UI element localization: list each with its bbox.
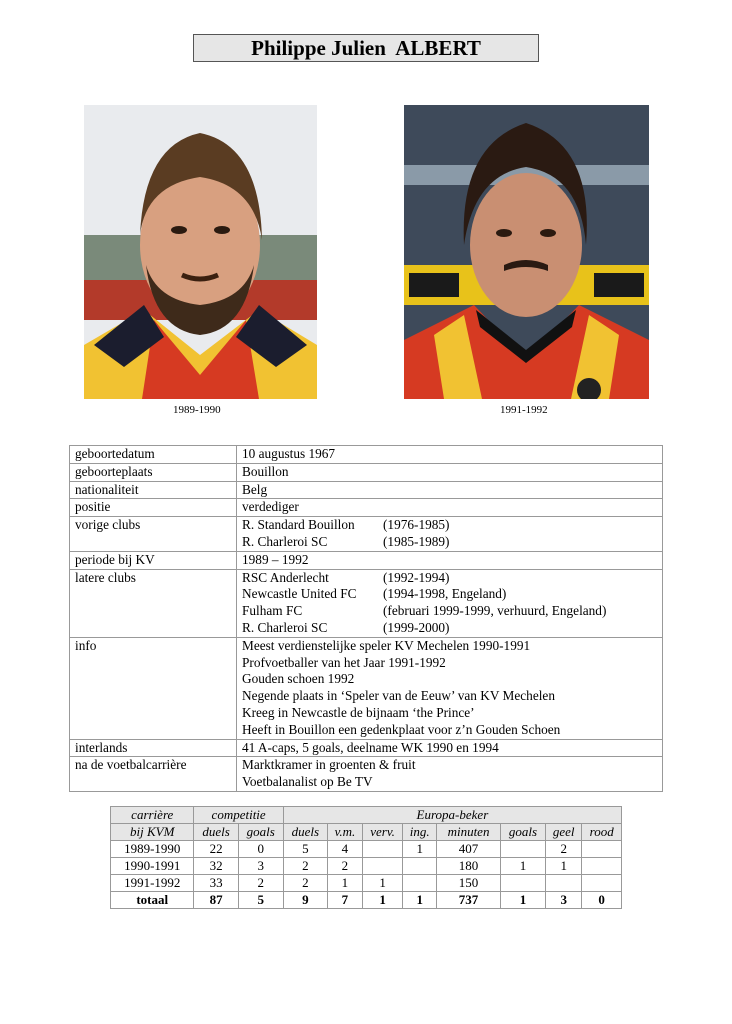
stats-cell: 22 — [194, 841, 238, 858]
info-value-line — [242, 446, 657, 463]
info-row — [70, 569, 663, 637]
info-label: latere clubs — [70, 569, 237, 637]
stats-total-cell: 3 — [546, 892, 582, 909]
stats-cell — [500, 841, 545, 858]
info-value-text: R. Standard Bouillon — [242, 517, 355, 533]
stats-cell — [403, 875, 437, 892]
info-value-line — [242, 774, 657, 791]
info-value-text: Heeft in Bouillon een gedenkplaat voor z’n Gouden Schoen — [242, 721, 561, 737]
stats-col-header: bij KVM — [111, 824, 194, 841]
info-row — [70, 463, 663, 481]
info-row — [70, 551, 663, 569]
info-value-text: R. Charleroi SC — [242, 533, 328, 549]
info-value-line — [242, 552, 657, 569]
info-value — [237, 569, 663, 637]
stats-col-header: rood — [582, 824, 622, 841]
info-value-line — [242, 482, 657, 499]
stats-cell — [362, 858, 402, 875]
stats-col-header: v.m. — [327, 824, 362, 841]
info-value-text: Newcastle United FC — [242, 586, 357, 602]
stats-total-cell: 7 — [327, 892, 362, 909]
stats-total-cell: 0 — [582, 892, 622, 909]
stats-cell: 2 — [283, 875, 327, 892]
info-value-line — [242, 534, 657, 551]
info-value-period: (1992-1994) — [383, 569, 450, 585]
info-value — [237, 517, 663, 552]
info-value — [237, 481, 663, 499]
stats-col-header: geel — [546, 824, 582, 841]
stats-cell: 4 — [327, 841, 362, 858]
info-value-line — [242, 688, 657, 705]
photo-caption-2: 1991-1992 — [500, 404, 548, 416]
stats-cell: 32 — [194, 858, 238, 875]
stats-cell — [403, 858, 437, 875]
info-row — [70, 481, 663, 499]
info-value-line — [242, 655, 657, 672]
info-value-line — [242, 671, 657, 688]
stats-cell — [546, 875, 582, 892]
stats-cell: 150 — [437, 875, 501, 892]
page-title: Philippe Julien ALBERT — [193, 34, 539, 62]
stats-row — [111, 858, 622, 875]
info-value-line — [242, 586, 657, 603]
info-label: nationaliteit — [70, 481, 237, 499]
info-value — [237, 757, 663, 792]
info-row — [70, 637, 663, 739]
info-value-line — [242, 740, 657, 757]
info-value-text: Kreeg in Newcastle de bijnaam ‘the Prince’ — [242, 704, 475, 720]
info-value-line — [242, 620, 657, 637]
stats-col-header: goals — [238, 824, 283, 841]
stats-season: 1990-1991 — [111, 858, 194, 875]
stats-cell — [582, 875, 622, 892]
stats-total-cell: 737 — [437, 892, 501, 909]
stats-total-cell: 87 — [194, 892, 238, 909]
info-row — [70, 739, 663, 757]
stats-col-header: ing. — [403, 824, 437, 841]
info-value-text: Voetbalanalist op Be TV — [242, 774, 373, 790]
stats-col-header: duels — [283, 824, 327, 841]
stats-cell: 1 — [362, 875, 402, 892]
info-label: vorige clubs — [70, 517, 237, 552]
stats-cell: 180 — [437, 858, 501, 875]
info-value-line — [242, 722, 657, 739]
stats-cell: 33 — [194, 875, 238, 892]
info-value-line — [242, 499, 657, 516]
stats-total-cell: 1 — [403, 892, 437, 909]
stats-cell: 407 — [437, 841, 501, 858]
stats-col-header: goals — [500, 824, 545, 841]
player-photo-1991-1992 — [404, 105, 649, 399]
info-value-text: Fulham FC — [242, 603, 303, 619]
stats-cell — [582, 841, 622, 858]
stats-cell: 2 — [546, 841, 582, 858]
info-value-text: R. Charleroi SC — [242, 619, 328, 635]
info-label: info — [70, 637, 237, 739]
info-value-text: Negende plaats in ‘Speler van de Eeuw’ van KV Mechelen — [242, 688, 555, 704]
career-stats-table — [110, 806, 622, 909]
stats-cell — [362, 841, 402, 858]
stats-header-europa: Europa-beker — [283, 807, 621, 824]
info-row — [70, 499, 663, 517]
stats-header-carriere: carrière — [111, 807, 194, 824]
stats-header-competitie: competitie — [194, 807, 283, 824]
info-value-text: Gouden schoen 1992 — [242, 671, 355, 687]
info-value-period: (1999-2000) — [383, 619, 450, 635]
stats-total-label: totaal — [111, 892, 194, 909]
info-value-text: Marktkramer in groenten & fruit — [242, 757, 416, 773]
info-value-text: Bouillon — [242, 463, 289, 479]
info-value — [237, 446, 663, 464]
stats-cell — [500, 875, 545, 892]
info-label: geboortedatum — [70, 446, 237, 464]
info-value — [237, 499, 663, 517]
info-value-line — [242, 517, 657, 534]
info-row — [70, 757, 663, 792]
stats-row — [111, 875, 622, 892]
info-label: na de voetbalcarrière — [70, 757, 237, 792]
photo-caption-1: 1989-1990 — [173, 404, 221, 416]
stats-cell: 0 — [238, 841, 283, 858]
stats-total-cell: 9 — [283, 892, 327, 909]
info-value-line — [242, 464, 657, 481]
info-value-text: Belg — [242, 481, 268, 497]
info-value-period: (1985-1989) — [383, 533, 450, 549]
stats-total-cell: 1 — [500, 892, 545, 909]
info-value-text: verdediger — [242, 499, 299, 515]
info-value-text: Profvoetballer van het Jaar 1991-1992 — [242, 654, 446, 670]
stats-cell: 3 — [238, 858, 283, 875]
stats-season: 1989-1990 — [111, 841, 194, 858]
info-value — [237, 463, 663, 481]
stats-cell: 2 — [283, 858, 327, 875]
stats-total-cell: 5 — [238, 892, 283, 909]
info-value — [237, 637, 663, 739]
info-value-line — [242, 757, 657, 774]
info-value-text: 1989 – 1992 — [242, 551, 309, 567]
stats-row — [111, 841, 622, 858]
stats-cell: 1 — [403, 841, 437, 858]
info-value — [237, 739, 663, 757]
stats-cell: 1 — [546, 858, 582, 875]
stats-cell: 1 — [500, 858, 545, 875]
info-label: periode bij KV — [70, 551, 237, 569]
info-label: positie — [70, 499, 237, 517]
player-photo-1989-1990 — [84, 105, 317, 399]
info-value-period: (1994-1998, Engeland) — [383, 586, 507, 602]
stats-col-header: verv. — [362, 824, 402, 841]
info-value-line — [242, 638, 657, 655]
info-value-period: (februari 1999-1999, verhuurd, Engeland) — [383, 603, 607, 619]
stats-cell: 1 — [327, 875, 362, 892]
info-value-text: 41 A-caps, 5 goals, deelname WK 1990 en 1994 — [242, 739, 499, 755]
info-value-text: 10 augustus 1967 — [242, 446, 336, 461]
stats-col-header: duels — [194, 824, 238, 841]
stats-season: 1991-1992 — [111, 875, 194, 892]
stats-total-cell: 1 — [362, 892, 402, 909]
player-info-table — [69, 445, 663, 792]
info-value-line — [242, 603, 657, 620]
info-value — [237, 551, 663, 569]
info-label: geboorteplaats — [70, 463, 237, 481]
info-label: interlands — [70, 739, 237, 757]
info-row — [70, 517, 663, 552]
info-value-line — [242, 570, 657, 587]
stats-cell — [582, 858, 622, 875]
info-row — [70, 446, 663, 464]
info-value-text: RSC Anderlecht — [242, 569, 329, 585]
info-value-text: Meest verdienstelijke speler KV Mechelen 1990-1991 — [242, 637, 531, 653]
stats-cell: 2 — [238, 875, 283, 892]
info-value-period: (1976-1985) — [383, 517, 450, 533]
stats-total-row — [111, 892, 622, 909]
stats-cell: 2 — [327, 858, 362, 875]
info-value-line — [242, 705, 657, 722]
stats-cell: 5 — [283, 841, 327, 858]
stats-col-header: minuten — [437, 824, 501, 841]
